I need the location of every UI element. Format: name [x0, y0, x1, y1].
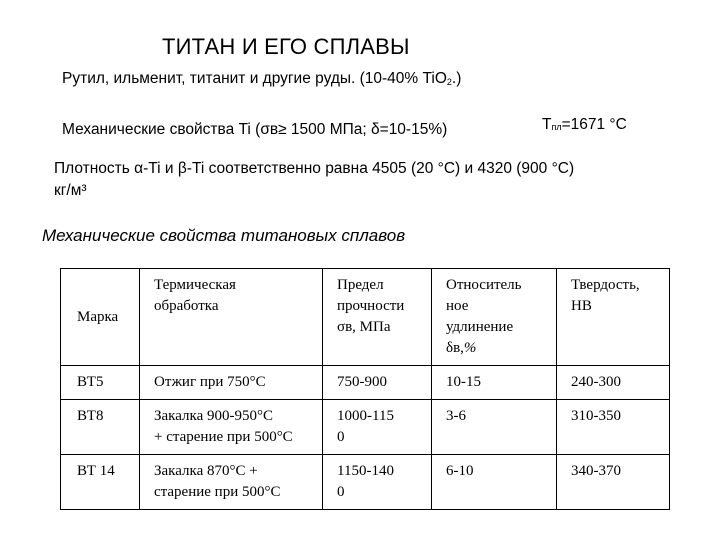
ores-subscript: 2: [446, 77, 452, 87]
cell-strength: 750-900: [323, 366, 432, 400]
cell-strength: 1150-140 0: [323, 455, 432, 510]
melting-value: =1671 °С: [561, 116, 627, 133]
header-hardness: Твердость, НВ: [557, 269, 670, 366]
header-elongation-text: Относитель ное удлинение δв,: [446, 277, 522, 356]
melting-point: [542, 116, 627, 134]
cell-grade: ВТ5: [61, 366, 140, 400]
header-strength: Предел прочности σв, МПа: [323, 269, 432, 366]
header-heat-treatment: Термическая обработка: [140, 269, 323, 366]
ores-main: Рутил, ильменит, титанит и другие руды. (10-40% TiO: [62, 70, 447, 87]
table-row: [61, 366, 670, 400]
cell-elongation: 3-6: [432, 400, 557, 455]
ores-text: [62, 70, 461, 88]
cell-hardness: 240-300: [557, 366, 670, 400]
density-line-2: кг/м³: [54, 182, 87, 199]
cell-heat-treatment: Закалка 900-950°С + старение при 500°С: [140, 400, 323, 455]
cell-heat-treatment: Отжиг при 750°С: [140, 366, 323, 400]
header-grade: Марка: [61, 269, 140, 366]
table-title: Механические свойства титановых сплавов: [42, 226, 406, 245]
header-elongation-percent: %: [463, 340, 477, 356]
density-line-1: Плотность α-Ti и β-Ti соответственно равна 4505 (20 °С) и 4320 (900 °С): [54, 160, 575, 177]
cell-hardness: 340-370: [557, 455, 670, 510]
page-title: ТИТАН И ЕГО СПЛАВЫ: [162, 34, 410, 59]
cell-elongation: 10-15: [432, 366, 557, 400]
cell-grade: ВТ8: [61, 400, 140, 455]
melting-prefix: Т: [542, 116, 552, 133]
ores-tail: .): [451, 70, 462, 87]
melting-subscript: пл: [551, 122, 562, 132]
table-header-row: [61, 269, 670, 366]
cell-grade: ВТ 14: [61, 455, 140, 510]
mechanical-properties-text: Механические свойства Ti (σв≥ 1500 МПа; δ=10-15%): [62, 121, 448, 138]
cell-strength: 1000-115 0: [323, 400, 432, 455]
cell-heat-treatment: Закалка 870°С + старение при 500°С: [140, 455, 323, 510]
table-row: [61, 400, 670, 455]
alloys-table: [60, 268, 670, 510]
cell-elongation: 6-10: [432, 455, 557, 510]
table-row: [61, 455, 670, 510]
density-text: [54, 158, 574, 202]
header-elongation: [432, 269, 557, 366]
cell-hardness: 310-350: [557, 400, 670, 455]
